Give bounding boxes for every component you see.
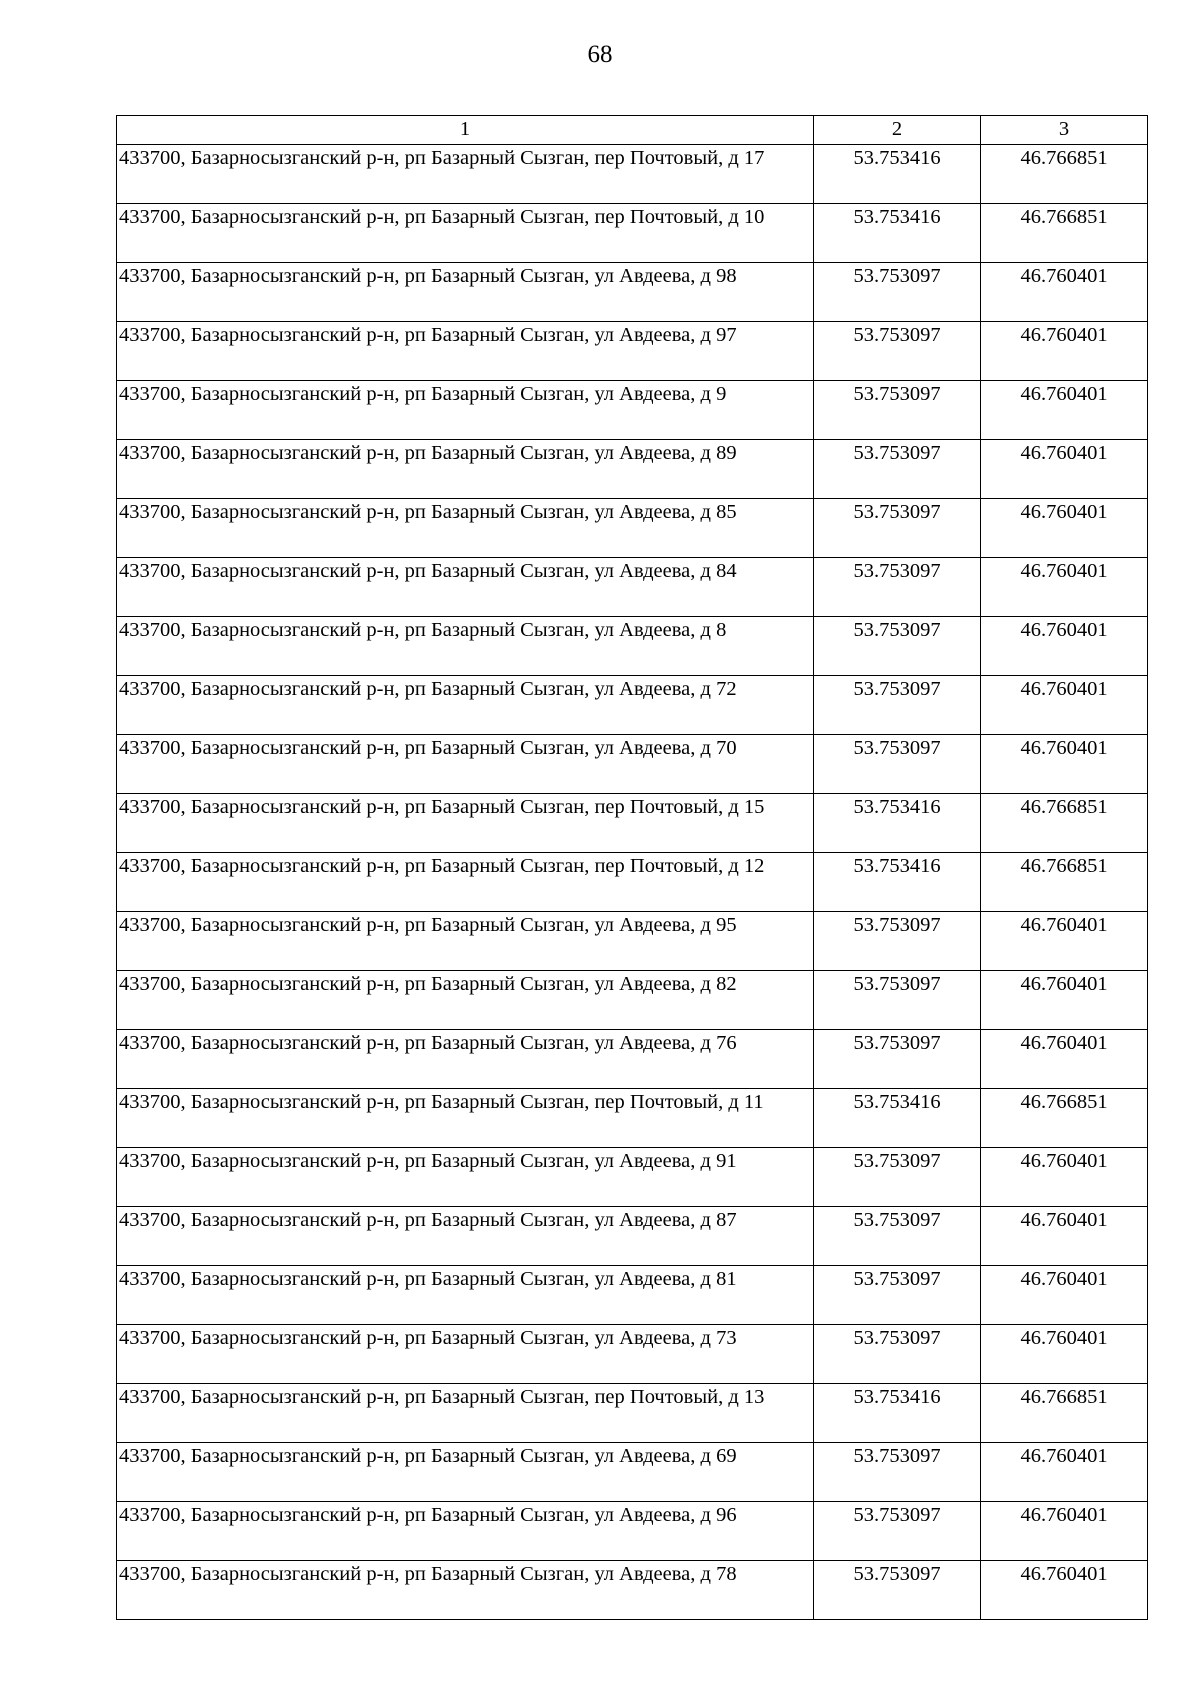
latitude-cell: 53.753097 [814,440,981,499]
address-cell: 433700, Базарносызганский р-н, рп Базарный Сызган, ул Авдеева, д 87 [117,1207,814,1266]
latitude-cell: 53.753097 [814,1443,981,1502]
address-cell: 433700, Базарносызганский р-н, рп Базарный Сызган, ул Авдеева, д 76 [117,1030,814,1089]
table-row [117,1266,1148,1325]
longitude-cell: 46.760401 [981,263,1148,322]
table-row [117,794,1148,853]
table-row [117,1325,1148,1384]
longitude-cell: 46.760401 [981,1443,1148,1502]
table-row [117,676,1148,735]
latitude-cell: 53.753097 [814,1148,981,1207]
table-row [117,1502,1148,1561]
table-row [117,1148,1148,1207]
latitude-cell: 53.753097 [814,1561,981,1620]
longitude-cell: 46.760401 [981,912,1148,971]
longitude-cell: 46.760401 [981,440,1148,499]
longitude-cell: 46.760401 [981,971,1148,1030]
column-header-address: 1 [117,116,814,145]
table-row [117,440,1148,499]
address-cell: 433700, Базарносызганский р-н, рп Базарный Сызган, ул Авдеева, д 73 [117,1325,814,1384]
latitude-cell: 53.753097 [814,617,981,676]
latitude-cell: 53.753097 [814,1030,981,1089]
latitude-cell: 53.753416 [814,1089,981,1148]
latitude-cell: 53.753097 [814,1266,981,1325]
longitude-cell: 46.760401 [981,1266,1148,1325]
address-cell: 433700, Базарносызганский р-н, рп Базарный Сызган, ул Авдеева, д 89 [117,440,814,499]
longitude-cell: 46.760401 [981,735,1148,794]
table-row [117,617,1148,676]
latitude-cell: 53.753097 [814,263,981,322]
latitude-cell: 53.753097 [814,322,981,381]
address-cell: 433700, Базарносызганский р-н, рп Базарный Сызган, ул Авдеева, д 85 [117,499,814,558]
latitude-cell: 53.753416 [814,1384,981,1443]
table-row [117,263,1148,322]
address-cell: 433700, Базарносызганский р-н, рп Базарный Сызган, ул Авдеева, д 69 [117,1443,814,1502]
address-cell: 433700, Базарносызганский р-н, рп Базарный Сызган, пер Почтовый, д 10 [117,204,814,263]
longitude-cell: 46.766851 [981,1089,1148,1148]
table-row [117,1561,1148,1620]
longitude-cell: 46.760401 [981,676,1148,735]
longitude-cell: 46.760401 [981,381,1148,440]
longitude-cell: 46.766851 [981,145,1148,204]
longitude-cell: 46.760401 [981,499,1148,558]
longitude-cell: 46.766851 [981,794,1148,853]
latitude-cell: 53.753097 [814,558,981,617]
latitude-cell: 53.753097 [814,381,981,440]
address-cell: 433700, Базарносызганский р-н, рп Базарный Сызган, ул Авдеева, д 70 [117,735,814,794]
address-cell: 433700, Базарносызганский р-н, рп Базарный Сызган, ул Авдеева, д 91 [117,1148,814,1207]
table-row [117,558,1148,617]
latitude-cell: 53.753416 [814,204,981,263]
address-coordinates-table [116,115,1148,1620]
latitude-cell: 53.753097 [814,971,981,1030]
latitude-cell: 53.753097 [814,1502,981,1561]
address-cell: 433700, Базарносызганский р-н, рп Базарный Сызган, ул Авдеева, д 82 [117,971,814,1030]
page-number: 68 [587,41,613,68]
latitude-cell: 53.753097 [814,1325,981,1384]
longitude-cell: 46.766851 [981,204,1148,263]
address-cell: 433700, Базарносызганский р-н, рп Базарный Сызган, ул Авдеева, д 95 [117,912,814,971]
address-cell: 433700, Базарносызганский р-н, рп Базарный Сызган, ул Авдеева, д 72 [117,676,814,735]
longitude-cell: 46.760401 [981,1148,1148,1207]
table-row [117,1030,1148,1089]
address-cell: 433700, Базарносызганский р-н, рп Базарный Сызган, пер Почтовый, д 13 [117,1384,814,1443]
address-cell: 433700, Базарносызганский р-н, рп Базарный Сызган, ул Авдеева, д 9 [117,381,814,440]
column-header-latitude: 2 [814,116,981,145]
table-row [117,204,1148,263]
table-row [117,1443,1148,1502]
table-row [117,1089,1148,1148]
table-row [117,499,1148,558]
latitude-cell: 53.753097 [814,499,981,558]
latitude-cell: 53.753416 [814,145,981,204]
address-cell: 433700, Базарносызганский р-н, рп Базарный Сызган, пер Почтовый, д 17 [117,145,814,204]
column-header-longitude: 3 [981,116,1148,145]
table-row [117,912,1148,971]
longitude-cell: 46.760401 [981,1207,1148,1266]
table-body [117,116,1148,1620]
latitude-cell: 53.753097 [814,735,981,794]
address-cell: 433700, Базарносызганский р-н, рп Базарный Сызган, пер Почтовый, д 11 [117,1089,814,1148]
longitude-cell: 46.766851 [981,853,1148,912]
address-cell: 433700, Базарносызганский р-н, рп Базарный Сызган, ул Авдеева, д 98 [117,263,814,322]
latitude-cell: 53.753097 [814,912,981,971]
longitude-cell: 46.760401 [981,1561,1148,1620]
longitude-cell: 46.760401 [981,1030,1148,1089]
address-cell: 433700, Базарносызганский р-н, рп Базарный Сызган, ул Авдеева, д 78 [117,1561,814,1620]
longitude-cell: 46.760401 [981,1325,1148,1384]
address-cell: 433700, Базарносызганский р-н, рп Базарный Сызган, пер Почтовый, д 12 [117,853,814,912]
address-cell: 433700, Базарносызганский р-н, рп Базарный Сызган, ул Авдеева, д 84 [117,558,814,617]
table-row [117,322,1148,381]
address-cell: 433700, Базарносызганский р-н, рп Базарный Сызган, ул Авдеева, д 8 [117,617,814,676]
longitude-cell: 46.760401 [981,617,1148,676]
table-row [117,1207,1148,1266]
latitude-cell: 53.753416 [814,794,981,853]
latitude-cell: 53.753416 [814,853,981,912]
latitude-cell: 53.753097 [814,676,981,735]
address-cell: 433700, Базарносызганский р-н, рп Базарный Сызган, пер Почтовый, д 15 [117,794,814,853]
address-cell: 433700, Базарносызганский р-н, рп Базарный Сызган, ул Авдеева, д 97 [117,322,814,381]
table-header-row [117,116,1148,145]
table-row [117,971,1148,1030]
table-row [117,1384,1148,1443]
table-row [117,145,1148,204]
table-row [117,853,1148,912]
table-row [117,735,1148,794]
address-cell: 433700, Базарносызганский р-н, рп Базарный Сызган, ул Авдеева, д 96 [117,1502,814,1561]
longitude-cell: 46.760401 [981,322,1148,381]
table-row [117,381,1148,440]
longitude-cell: 46.760401 [981,558,1148,617]
longitude-cell: 46.760401 [981,1502,1148,1561]
address-cell: 433700, Базарносызганский р-н, рп Базарный Сызган, ул Авдеева, д 81 [117,1266,814,1325]
longitude-cell: 46.766851 [981,1384,1148,1443]
latitude-cell: 53.753097 [814,1207,981,1266]
